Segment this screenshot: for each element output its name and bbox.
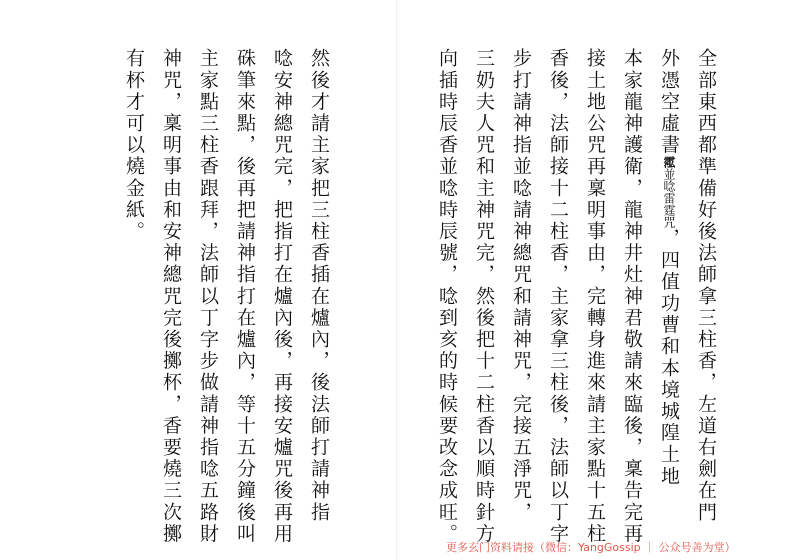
footer-watermark: 更多玄门资料请接（微信：YangGossip ｜ 公众号善为堂）: [446, 541, 736, 554]
right-page: [397, 0, 793, 560]
text-segment: 外憑空虛書: [658, 48, 680, 156]
text-column: 接土地公咒再稟明事由，完轉身進來請主家點十五柱: [584, 48, 606, 545]
text-column: 向插時辰香並唸時辰號，唸到亥的時候要改念成旺。: [436, 48, 458, 545]
text-column: 香後，法師接十二柱香，主家拿三柱後，法師以丁字: [547, 48, 569, 545]
text-column: 硃筆來點，後再把請神指打在爐內，等十五分鐘後叫: [234, 48, 256, 545]
text-column: [656, 48, 682, 487]
text-segment: ，四值功曹和本境城隍土地: [658, 228, 680, 488]
page-divider: [396, 0, 397, 560]
text-column: 全部東西都準備好後法師拿三柱香，左道右劍在門: [695, 48, 717, 524]
small-annotation: 並唸雷霆咒: [662, 168, 676, 228]
text-column: 然後才請主家把三柱香插在爐內，後法師打請神指: [308, 48, 330, 524]
talisman-seal: 霐: [662, 156, 676, 168]
left-page: [0, 0, 396, 560]
text-column: 步打請神指並唸請神總咒和請神咒，完接五淨咒，: [510, 48, 532, 524]
text-column: 神咒，稟明事由和安神總咒完後擲杯，香要燒三次擲: [160, 48, 182, 545]
text-column: 有杯才可以燒金紙。: [123, 48, 145, 243]
text-column: 本家龍神護衛，龍神井灶神君敬請來臨後，稟告完再: [621, 48, 643, 545]
text-column: 唸安神總咒完，把指打在爐內後，再接安爐咒後再用: [271, 48, 293, 545]
text-column: 主家點三柱香跟拜，法師以丁字步做請神指唸五路財: [197, 48, 219, 545]
text-column: 三奶夫人咒和主神咒完，然後把十二柱香以順時針方: [473, 48, 495, 545]
